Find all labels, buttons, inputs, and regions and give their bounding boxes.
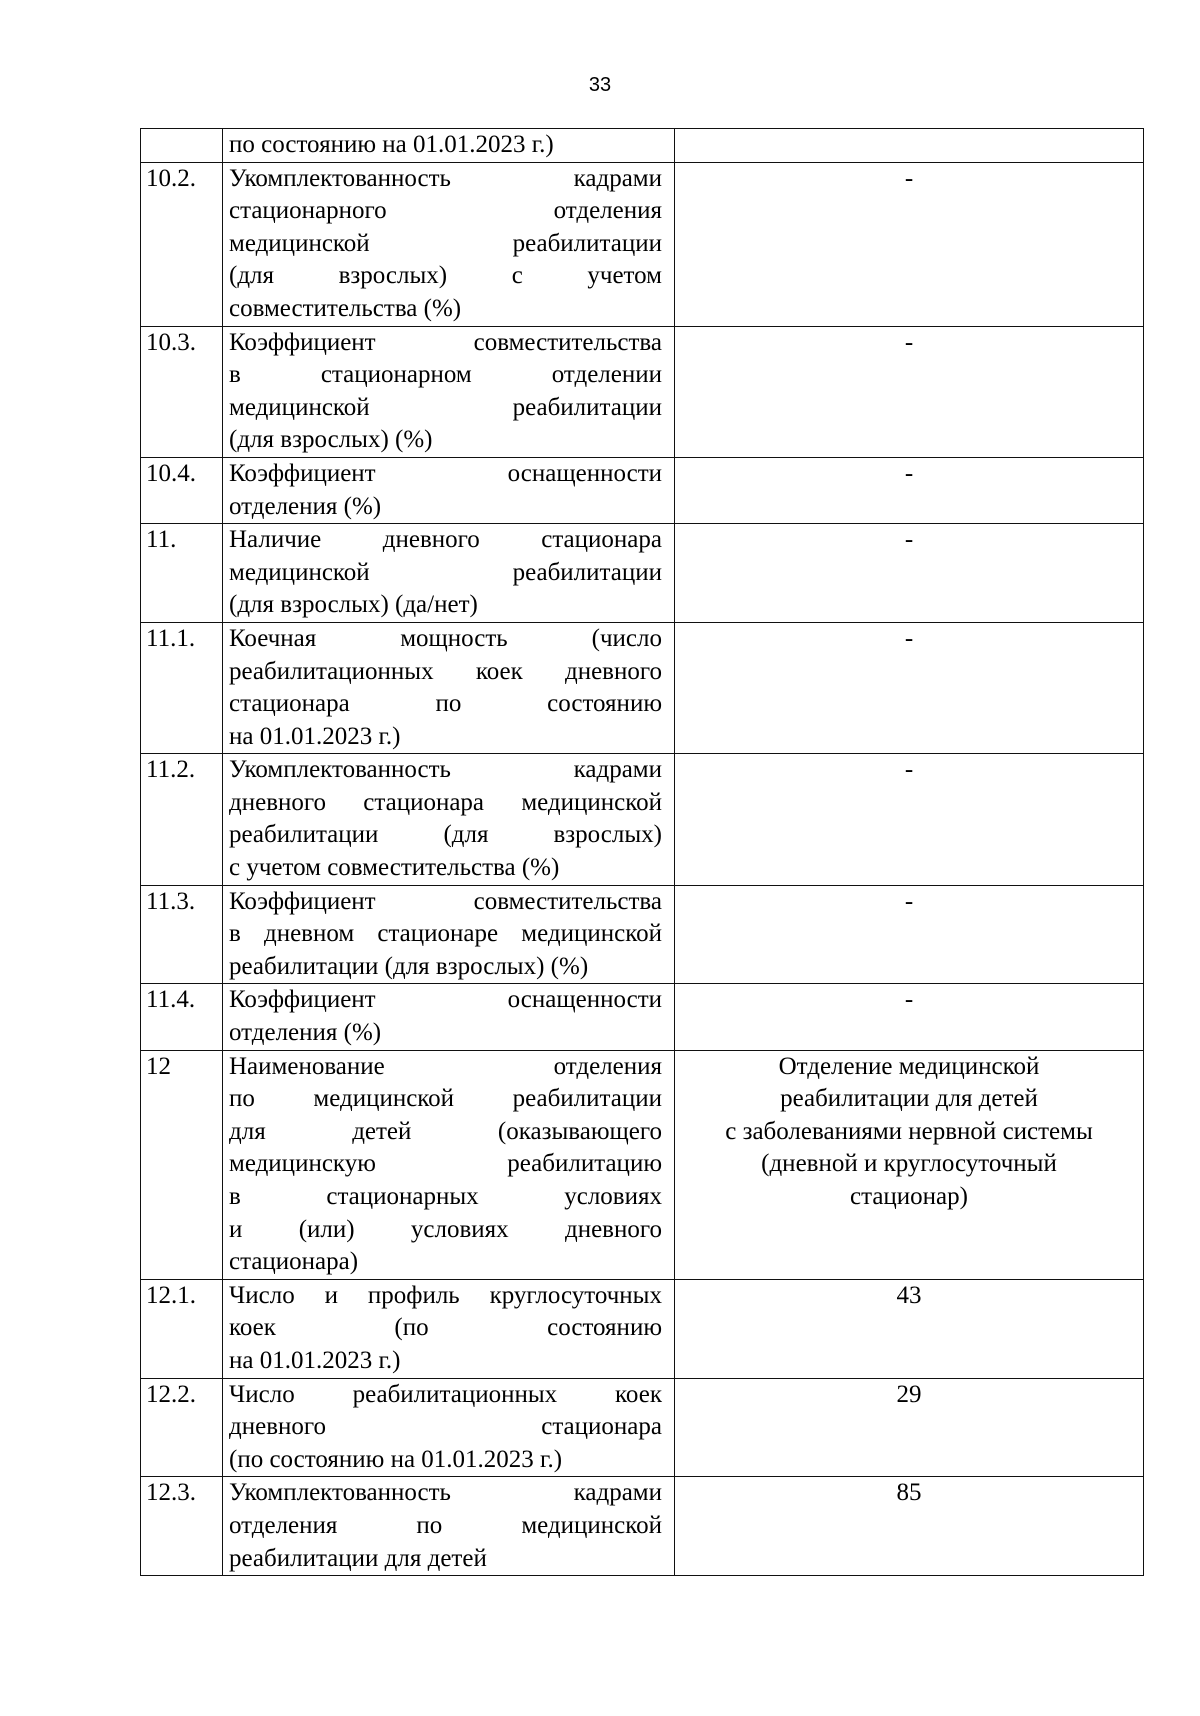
value-line: стационар) (850, 1183, 968, 1210)
row-number: 11. (141, 524, 223, 623)
row-number: 12.2. (141, 1378, 223, 1477)
table-row (141, 1477, 1144, 1576)
indicator-line: (для взрослых) с учетом (229, 262, 662, 290)
indicator-line: совместительства (%) (229, 294, 462, 322)
table-row (141, 1378, 1144, 1477)
indicator-value (675, 162, 1144, 326)
value-line: 85 (896, 1479, 922, 1507)
indicator-line: для детей (оказывающего (229, 1117, 662, 1145)
indicator-value (675, 524, 1144, 623)
value-line: - (904, 986, 914, 1014)
indicator-line: в дневном стационаре медицинской (229, 920, 662, 948)
indicator-line: и (или) условиях дневного (229, 1215, 662, 1243)
value-line: 29 (896, 1380, 922, 1408)
indicator-name (223, 754, 675, 885)
value-line: - (904, 328, 914, 356)
indicator-line: Коэффициент оснащенности (229, 459, 662, 487)
row-number: 10.3. (141, 326, 223, 457)
indicator-line: Коэффициент совместительства (229, 887, 662, 915)
indicator-value (675, 885, 1144, 984)
row-number (141, 129, 223, 163)
row-number: 10.2. (141, 162, 223, 326)
indicator-name (223, 885, 675, 984)
indicator-name (223, 162, 675, 326)
row-number: 11.1. (141, 622, 223, 753)
value-line: с заболеваниями нервной системы (725, 1117, 1093, 1145)
indicator-line: реабилитации (для взрослых) (229, 821, 662, 849)
row-number: 12.1. (141, 1279, 223, 1378)
table-row (141, 984, 1144, 1050)
table-row (141, 457, 1144, 523)
indicator-line: отделения (%) (229, 1019, 382, 1047)
indicator-value (675, 1378, 1144, 1477)
value-line: реабилитации для детей (780, 1085, 1038, 1113)
indicator-name (223, 524, 675, 623)
indicator-name (223, 1279, 675, 1378)
indicator-line: (для взрослых) (да/нет) (229, 591, 478, 619)
indicator-line: в стационарных условиях (229, 1183, 662, 1210)
indicator-value (675, 1477, 1144, 1576)
indicator-line: в стационарном отделении (229, 361, 662, 389)
value-line: - (904, 624, 914, 652)
indicator-line: Укомплектованность кадрами (229, 756, 662, 784)
indicator-value (675, 457, 1144, 523)
table-row (141, 129, 1144, 163)
indicator-line: по медицинской реабилитации (229, 1085, 662, 1113)
indicator-line: медицинской реабилитации (229, 558, 662, 586)
row-number: 10.4. (141, 457, 223, 523)
indicator-name (223, 129, 675, 163)
indicator-line: Коечная мощность (число (229, 624, 662, 652)
indicator-value (675, 1050, 1144, 1279)
indicator-line: реабилитации (для взрослых) (%) (229, 952, 589, 980)
indicator-line: на 01.01.2023 г.) (229, 722, 401, 750)
indicator-line: Укомплектованность кадрами (229, 1479, 662, 1507)
indicator-name (223, 326, 675, 457)
indicator-line: медицинской реабилитации (229, 229, 662, 257)
row-number: 12.3. (141, 1477, 223, 1576)
value-line: - (904, 459, 914, 487)
indicator-line: Коэффициент совместительства (229, 328, 662, 356)
indicator-line: стационара по состоянию (229, 690, 662, 718)
table-row (141, 326, 1144, 457)
indicator-line: по состоянию на 01.01.2023 г.) (229, 131, 554, 158)
value-line: (дневной и круглосуточный (761, 1150, 1057, 1178)
indicator-value (675, 129, 1144, 163)
indicator-line: Число и профиль круглосуточных (229, 1281, 662, 1309)
indicator-name (223, 984, 675, 1050)
row-number: 11.4. (141, 984, 223, 1050)
indicator-line: Наличие дневного стационара (229, 526, 662, 554)
indicator-line: стационарного отделения (229, 197, 662, 225)
indicator-line: стационара) (229, 1248, 359, 1276)
indicator-line: реабилитационных коек дневного (229, 657, 662, 685)
indicator-line: на 01.01.2023 г.) (229, 1346, 401, 1374)
value-line: - (904, 756, 914, 784)
table-row (141, 622, 1144, 753)
value-line: 43 (896, 1281, 922, 1309)
value-line: - (904, 526, 914, 554)
indicator-name (223, 622, 675, 753)
indicator-line: реабилитации для детей (229, 1544, 487, 1572)
indicator-line: медицинской реабилитации (229, 393, 662, 421)
indicator-line: отделения (%) (229, 492, 382, 520)
indicator-line: отделения по медицинской (229, 1511, 662, 1539)
indicator-name (223, 1378, 675, 1477)
indicator-line: (для взрослых) (%) (229, 426, 433, 454)
indicator-value (675, 326, 1144, 457)
indicators-table (140, 128, 1144, 1576)
indicator-line: дневного стационара (229, 1413, 662, 1441)
indicator-line: дневного стационара медицинской (229, 788, 662, 816)
indicator-line: Наименование отделения (229, 1052, 662, 1080)
indicator-line: Коэффициент оснащенности (229, 986, 662, 1014)
indicator-line: с учетом совместительства (%) (229, 854, 560, 882)
table-row (141, 162, 1144, 326)
indicator-line: коек (по состоянию (229, 1314, 662, 1342)
indicator-name (223, 1050, 675, 1279)
table-body (141, 129, 1144, 1576)
row-number: 12 (141, 1050, 223, 1279)
table-row (141, 754, 1144, 885)
table-row (141, 1279, 1144, 1378)
indicator-name (223, 1477, 675, 1576)
indicator-line: Число реабилитационных коек (229, 1380, 662, 1408)
value-line: Отделение медицинской (778, 1052, 1040, 1080)
indicator-line: Укомплектованность кадрами (229, 164, 662, 192)
row-number: 11.3. (141, 885, 223, 984)
page-number: 33 (588, 74, 612, 96)
table-row (141, 885, 1144, 984)
indicator-value (675, 754, 1144, 885)
indicator-name (223, 457, 675, 523)
indicator-value (675, 622, 1144, 753)
indicator-value (675, 984, 1144, 1050)
indicator-line: (по состоянию на 01.01.2023 г.) (229, 1445, 563, 1473)
table-row (141, 1050, 1144, 1279)
table-row (141, 524, 1144, 623)
value-line: - (904, 164, 914, 192)
indicator-line: медицинскую реабилитацию (229, 1150, 662, 1178)
value-line: - (904, 887, 914, 915)
indicator-value (675, 1279, 1144, 1378)
row-number: 11.2. (141, 754, 223, 885)
